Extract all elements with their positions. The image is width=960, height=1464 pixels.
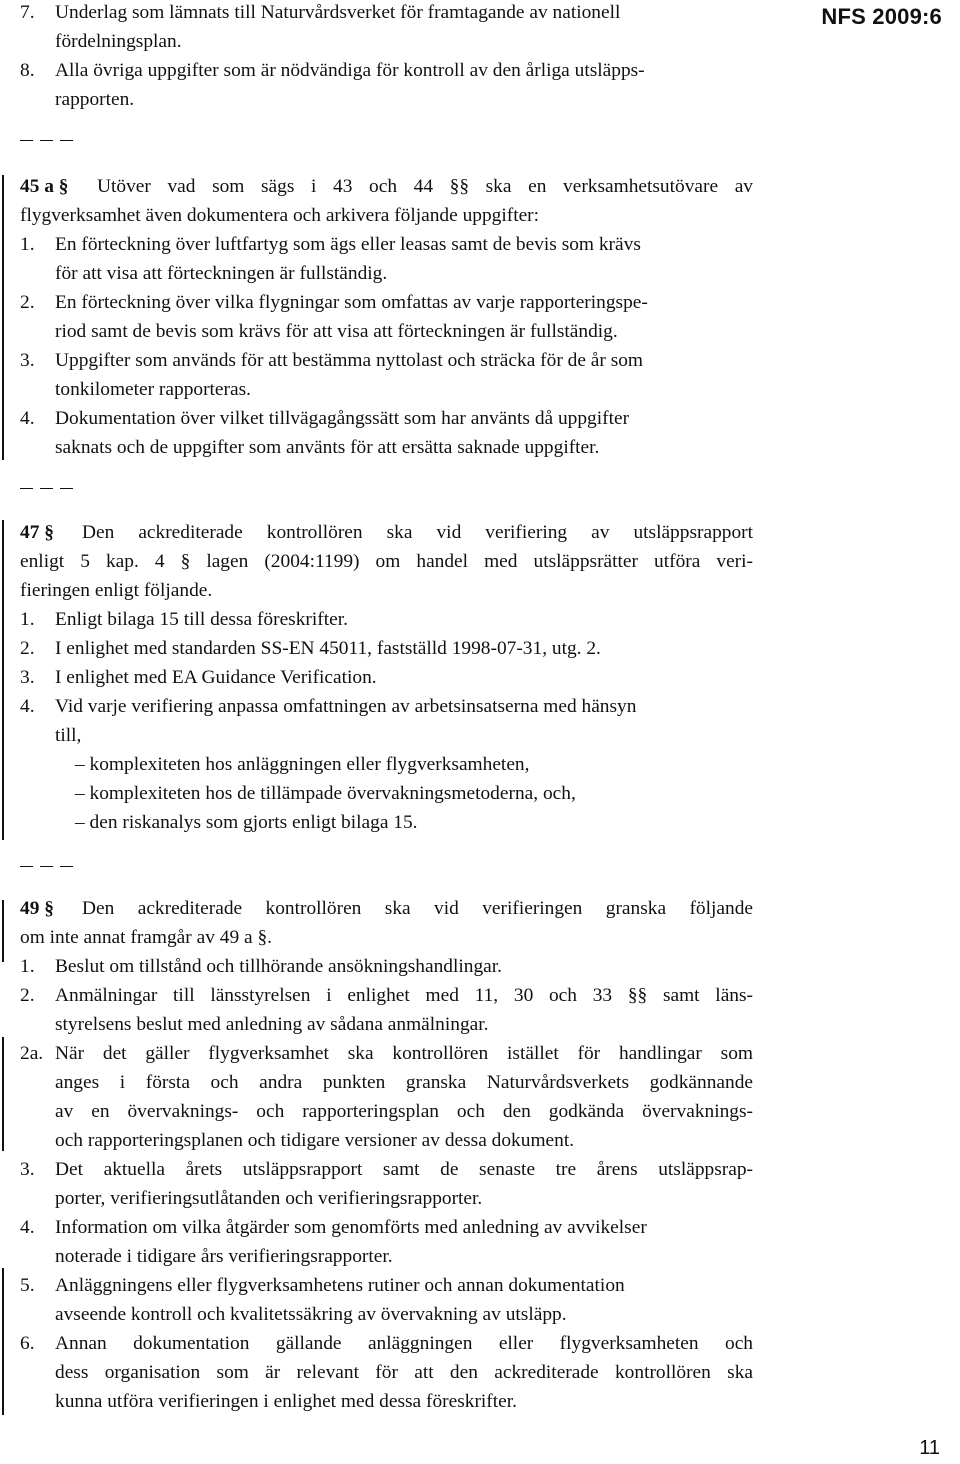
- section-intro-line: enligt 5 kap. 4 § lagen (2004:1199) om handel med utsläppsrätter utföra veri-: [20, 551, 753, 572]
- page-number: 11: [919, 1437, 940, 1459]
- change-bar: [2, 175, 4, 460]
- change-bar: [2, 1037, 4, 1151]
- list-text: riod samt de bevis som krävs för att visa att förteckningen är fullständig.: [55, 321, 618, 342]
- list-number: 4.: [20, 696, 35, 717]
- list-number: 2.: [20, 985, 35, 1006]
- section-intro-line: flygverksamhet även dokumentera och arkivera följande uppgifter:: [20, 205, 540, 226]
- list-text: Uppgifter som används för att bestämma nyttolast och sträcka för de år som: [55, 350, 644, 371]
- list-text: rapporten.: [55, 89, 135, 110]
- list-text: för att visa att förteckningen är fullständig.: [55, 263, 388, 284]
- section-label: [20, 176, 68, 198]
- list-number: 5.: [20, 1275, 35, 1296]
- section-intro-line: Utöver vad som sägs i 43 och 44 §§ ska en verksamhetsutövare av: [97, 176, 753, 197]
- list-text-line: Det aktuella årets utsläppsrapport samt de senaste tre årens utsläppsrap-: [55, 1159, 753, 1180]
- section-intro: [20, 551, 753, 573]
- list-text: I enlighet med EA Guidance Verification.: [55, 667, 377, 688]
- list-text: [55, 985, 753, 1007]
- dash-item: – den riskanalys som gjorts enligt bilaga 15.: [75, 812, 418, 833]
- list-number: 4.: [20, 408, 35, 429]
- list-text: Underlag som lämnats till Naturvårdsverket för framtagande av nationell: [55, 2, 621, 23]
- list-text-line: När det gäller flygverksamhet ska kontrollören istället för handlingar som: [55, 1043, 753, 1064]
- list-text: Alla övriga uppgifter som är nödvändiga för kontroll av den årliga utsläpps-: [55, 60, 645, 81]
- list-number: 1.: [20, 956, 35, 977]
- list-text: [55, 1362, 753, 1384]
- list-text: tonkilometer rapporteras.: [55, 379, 251, 400]
- section-intro-line: Den ackrediterade kontrollören ska vid verifieringen granska följande: [82, 898, 753, 919]
- section-separator: [20, 125, 80, 147]
- list-number: 8.: [20, 60, 35, 81]
- section-label: [20, 522, 54, 544]
- list-text-line: Annan dokumentation gällande anläggningen eller flygverksamheten och: [55, 1333, 753, 1354]
- list-text-line: dess organisation som är relevant för att den ackrediterade kontrollören ska: [55, 1362, 753, 1383]
- dash-item: – komplexiteten hos de tillämpade övervakningsmetoderna, och,: [75, 783, 576, 804]
- list-text: [55, 1333, 753, 1355]
- section-intro: [82, 522, 753, 544]
- document-id: NFS 2009:6: [821, 4, 942, 29]
- list-number: 2.: [20, 292, 35, 313]
- section-number: 47 §: [20, 522, 54, 543]
- section-intro-line: Den ackrediterade kontrollören ska vid verifiering av utsläppsrapport: [82, 522, 753, 543]
- list-text: I enlighet med standarden SS-EN 45011, fastställd 1998-07-31, utg. 2.: [55, 638, 601, 659]
- list-text-line: Anmälningar till länsstyrelsen i enlighet med 11, 30 och 33 §§ samt läns-: [55, 985, 753, 1006]
- list-number: 3.: [20, 1159, 35, 1180]
- list-text: En förteckning över luftfartyg som ägs eller leasas samt de bevis som krävs: [55, 234, 641, 255]
- change-bar: [2, 1268, 4, 1415]
- list-number: 3.: [20, 350, 35, 371]
- list-text: avseende kontroll och kvalitetssäkring av övervakning av utsläpp.: [55, 1304, 567, 1325]
- list-text: och rapporteringsplanen och tidigare versioner av dessa dokument.: [55, 1130, 575, 1151]
- list-text: noterade i tidigare års verifieringsrapporter.: [55, 1246, 393, 1267]
- list-text: Vid varje verifiering anpassa omfattningen av arbetsinsatserna med hänsyn: [55, 696, 637, 717]
- section-intro: [97, 176, 753, 198]
- list-number: 3.: [20, 667, 35, 688]
- list-text: porter, verifieringsutlåtanden och verifieringsrapporter.: [55, 1188, 483, 1209]
- section-separator: [20, 473, 80, 495]
- list-text: fördelningsplan.: [55, 31, 182, 52]
- list-number: 2a.: [20, 1043, 44, 1064]
- list-text: [55, 1043, 753, 1065]
- list-text: saknats och de uppgifter som använts för att ersätta saknade uppgifter.: [55, 437, 600, 458]
- list-number: 6.: [20, 1333, 35, 1354]
- change-bar: [2, 900, 4, 962]
- section-number: 45 a §: [20, 176, 69, 197]
- section-intro-line: fieringen enligt följande.: [20, 580, 213, 601]
- list-text: [55, 1101, 753, 1123]
- list-text: Beslut om tillstånd och tillhörande ansökningshandlingar.: [55, 956, 503, 977]
- list-text: [55, 1159, 753, 1181]
- section-separator: [20, 851, 80, 873]
- list-text: Dokumentation över vilket tillvägagångssätt som har använts då uppgifter: [55, 408, 630, 429]
- list-text: Enligt bilaga 15 till dessa föreskrifter.: [55, 609, 348, 630]
- list-number: 2.: [20, 638, 35, 659]
- list-text: En förteckning över vilka flygningar som omfattas av varje rapporteringspe-: [55, 292, 648, 313]
- list-text-line: av en övervaknings- och rapporteringsplan och den godkända övervaknings-: [55, 1101, 753, 1122]
- list-text: till,: [55, 725, 82, 746]
- section-intro-line: om inte annat framgår av 49 a §.: [20, 927, 272, 948]
- list-text: styrelsens beslut med anledning av sådana anmälningar.: [55, 1014, 489, 1035]
- section-label: [20, 898, 54, 920]
- list-text: [55, 1072, 753, 1094]
- list-number: 1.: [20, 234, 35, 255]
- list-text: kunna utföra verifieringen i enlighet med dessa föreskrifter.: [55, 1391, 517, 1412]
- list-text-line: anges i första och andra punkten granska Naturvårdsverkets godkännande: [55, 1072, 753, 1093]
- dash-item: – komplexiteten hos anläggningen eller flygverksamheten,: [75, 754, 530, 775]
- list-number: 1.: [20, 609, 35, 630]
- section-number: 49 §: [20, 898, 54, 919]
- list-text: Information om vilka åtgärder som genomförts med anledning av avvikelser: [55, 1217, 647, 1238]
- list-number: 4.: [20, 1217, 35, 1238]
- list-text: Anläggningens eller flygverksamhetens rutiner och annan dokumentation: [55, 1275, 625, 1296]
- change-bar: [2, 520, 4, 840]
- list-number: 7.: [20, 2, 35, 23]
- section-intro: [82, 898, 753, 920]
